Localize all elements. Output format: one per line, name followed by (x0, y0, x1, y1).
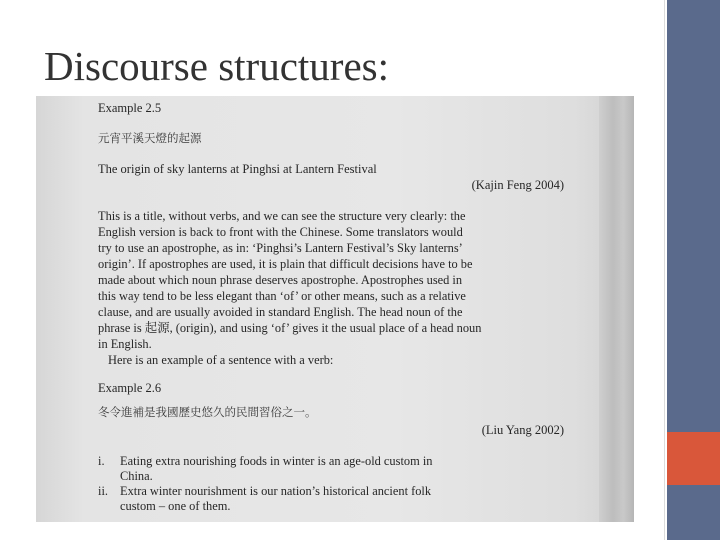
translation-text-cont: custom – one of them. (120, 499, 231, 513)
example-2-5-citation: (Kajin Feng 2004) (471, 178, 564, 192)
paragraph-line: made about which noun phrase deserves apostrophe. Apostrophes used in (98, 273, 463, 287)
book-page-photo (36, 96, 634, 522)
translation-item (98, 484, 564, 516)
example-2-6-label: Example 2.6 (98, 381, 162, 395)
example-2-6-citation: (Liu Yang 2002) (481, 423, 564, 437)
translation-text: Extra winter nourishment is our nation’s historical ancient folk (120, 484, 432, 498)
paragraph-line: clause, and are usually avoided in standard English. The head noun of the (98, 305, 463, 319)
translation-text: Eating extra nourishing foods in winter is an age-old custom in (120, 454, 433, 468)
paragraph-line: This is a title, without verbs, and we can see the structure very clearly: the (98, 209, 466, 223)
page-edge (599, 96, 634, 522)
slide-title: Discourse structures: (44, 43, 389, 89)
lead-in-line: Here is an example of a sentence with a verb: (108, 353, 334, 367)
translation-text-cont: China. (120, 469, 153, 483)
paragraph-line: this way tend to be less elegant than ‘of’ or other means, such as a relative (98, 289, 466, 303)
paragraph-line: in English. (98, 337, 152, 351)
example-2-5-label: Example 2.5 (98, 101, 162, 115)
translation-item (98, 454, 564, 486)
paragraph-line: try to use an apostrophe, as in: ‘Pinghsi’s Lantern Festival’s Sky lanterns’ (98, 241, 463, 255)
translation-number: i. (98, 454, 105, 468)
paragraph-line: phrase is 起源, (origin), and using ‘of’ gives it the usual place of a head noun (98, 321, 482, 335)
translation-number: ii. (98, 484, 108, 498)
example-2-6-chinese: 冬令進補是我國歷史悠久的民間習俗之一。 (98, 405, 317, 419)
example-2-5-translation: The origin of sky lanterns at Pinghsi at Lantern Festival (98, 162, 377, 176)
paragraph-line: origin’. If apostrophes are used, it is plain that difficult decisions have to be (98, 257, 473, 271)
example-2-5-chinese: 元宵平溪天燈的起源 (98, 131, 202, 145)
paragraph-line: English version is back to front with the Chinese. Some translators would (98, 225, 463, 239)
side-accent-block (667, 432, 720, 485)
side-divider (664, 0, 665, 540)
